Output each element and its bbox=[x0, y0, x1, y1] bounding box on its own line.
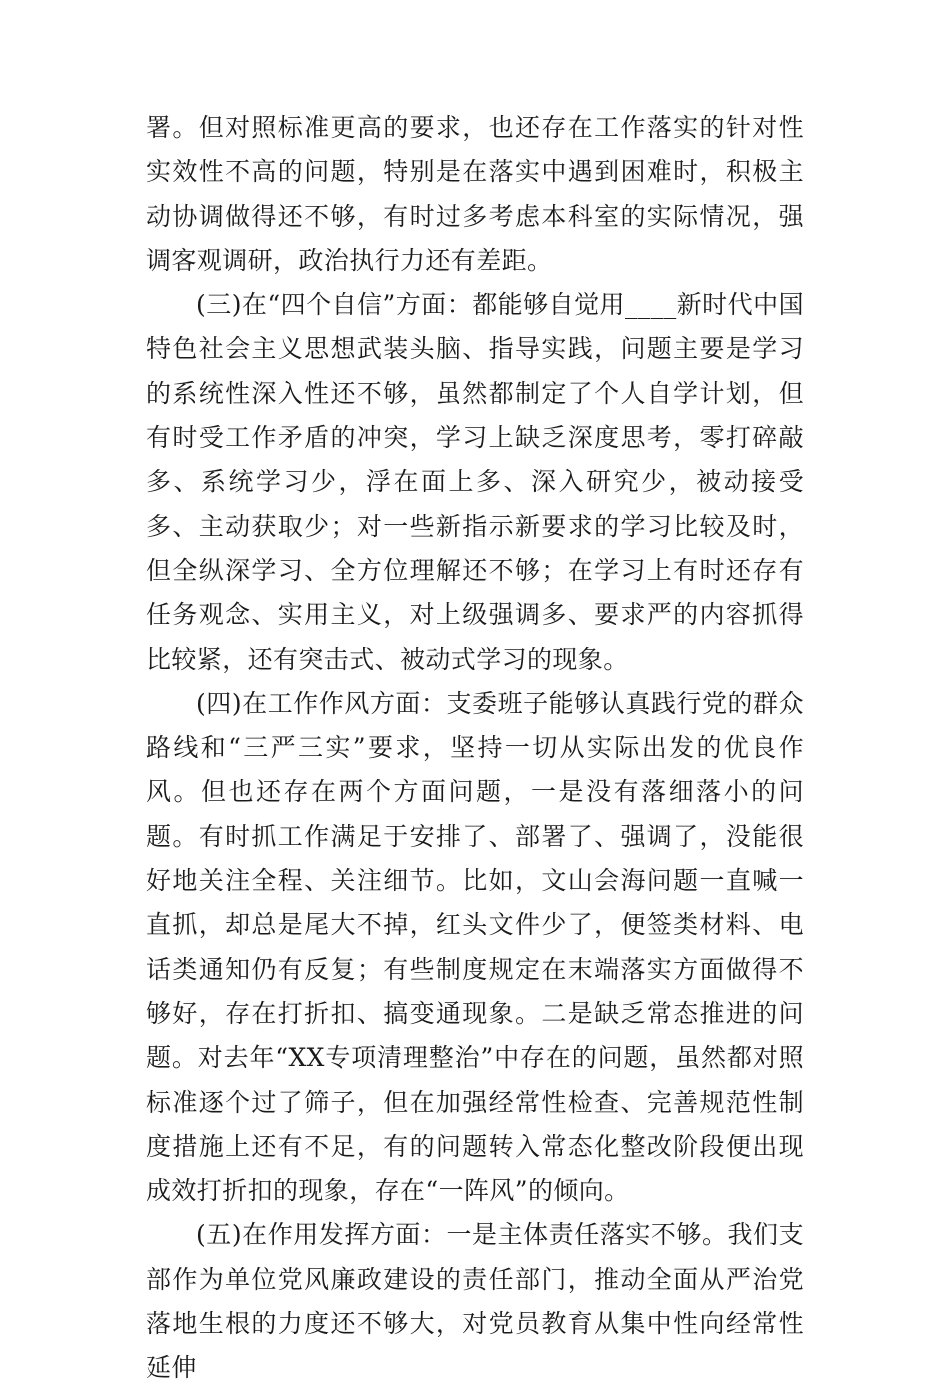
paragraph-continuation: 署。但对照标准更高的要求，也还存在工作落实的针对性实效性不高的问题，特别是在落实中遇到困难时，积极主动协调做得还不够，有时过多考虑本科室的实际情况，强调客观调研，政治执行力还有差距。 bbox=[146, 113, 804, 275]
body-text bbox=[146, 106, 804, 1391]
paragraph-four-confidences: (三)在“四个自信”方面：都能够自觉用____新时代中国特色社会主义思想武装头脑、指导实践，问题主要是学习的系统性深入性还不够，虽然都制定了个人自学计划，但有时受工作矛盾的冲突，学习上缺乏深度思考，零打碎敲多、系统学习少，浮在面上多、深入研究少，被动接受多、主动获取少；对一些新指示新要求的学习比较及时，但全纵深学习、全方位理解还不够；在学习上有时还存有任务观念、实用主义，对上级强调多、要求严的内容抓得比较紧，还有突击式、被动式学习的现象。 bbox=[146, 290, 804, 674]
paragraph-work-style: (四)在工作作风方面：支委班子能够认真践行党的群众路线和“三严三实”要求，坚持一切从实际出发的优良作风。但也还存在两个方面问题，一是没有落细落小的问题。有时抓工作满足于安排了、部署了、强调了，没能很好地关注全程、关注细节。比如，文山会海问题一直喊一直抓，却总是尾大不掉，红头文件少了，便签类材料、电话类通知仍有反复；有些制度规定在末端落实方面做得不够好，存在打折扣、搞变通现象。二是缺乏常态推进的问题。对去年“XX专项清理整治”中存在的问题，虽然都对照标准逐个过了筛子，但在加强经常性检查、完善规范性制度措施上还有不足，有的问题转入常态化整改阶段便出现成效打折扣的现象，存在“一阵风”的倾向。 bbox=[146, 688, 804, 1206]
paragraph-role-function: (五)在作用发挥方面：一是主体责任落实不够。我们支部作为单位党风廉政建设的责任部门，推动全面从严治党落地生根的力度还不够大，对党员教育从集中性向经常性延伸 bbox=[146, 1220, 804, 1383]
